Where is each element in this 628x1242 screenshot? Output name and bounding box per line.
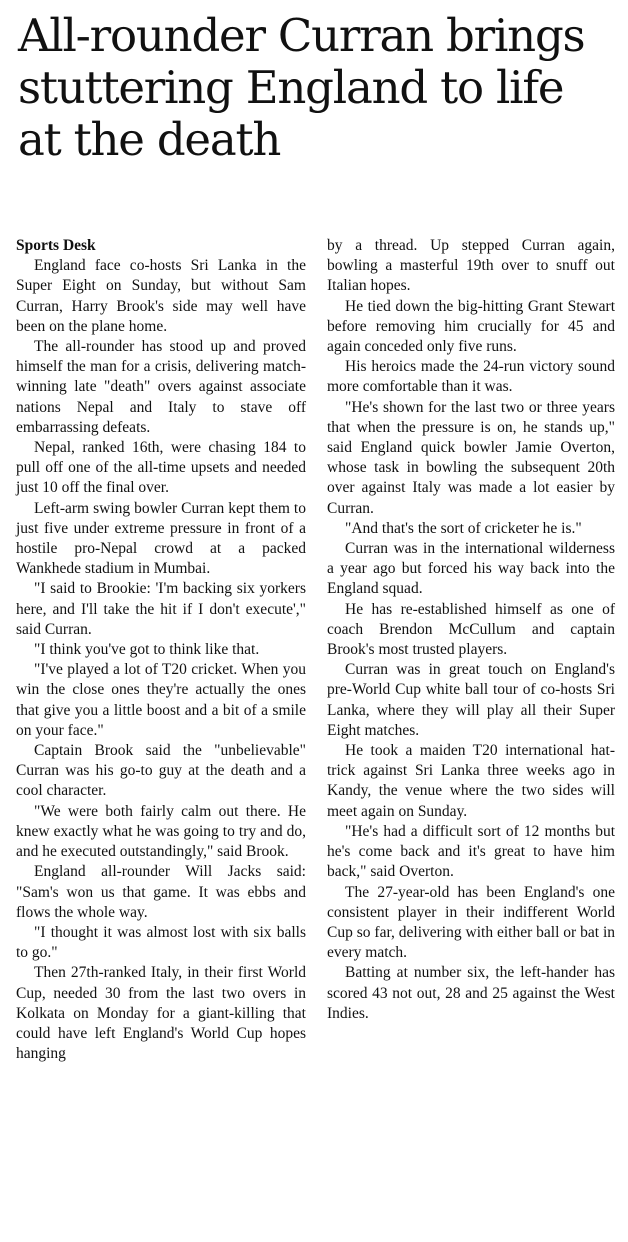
article-paragraph: "I think you've got to think like that. (34, 641, 260, 659)
article-paragraph: Nepal, ranked 16th, were chasing 184 to pull off one of the all-time upsets and needed just 10 off the final over. (16, 439, 306, 497)
article-paragraph: "We were both fairly calm out there. He knew exactly what he was going to try and do, and he executed outstandingly," said Brook. (16, 802, 306, 861)
article-paragraph: "He's had a difficult sort of 12 months but he's come back and it's great to have him back," said Overton. (327, 822, 615, 881)
article-paragraph: Then 27th-ranked Italy, in their first World Cup, needed 30 from the last two overs in Kolkata on Monday for a giant-killing that could have left England's World Cup hopes hanging (16, 964, 306, 1063)
article-paragraph: "I thought it was almost lost with six balls to go." (16, 923, 306, 962)
article-paragraph: Captain Brook said the "unbelievable" Curran was his go-to guy at the death and a cool character. (16, 742, 306, 800)
article-paragraph-continued: by a thread. Up stepped Curran again, bowling a masterful 19th over to snuff out Italian hopes. (327, 237, 615, 295)
article-paragraph: He tied down the big-hitting Grant Stewart before removing him crucially for 45 and again conceded only five runs. (327, 297, 615, 356)
article-column-left (16, 236, 306, 1064)
article-paragraph: England face co-hosts Sri Lanka in the Super Eight on Sunday, but without Sam Curran, Harry Brook's side may well have been on the plane home. (16, 257, 306, 335)
article-paragraph: England all-rounder Will Jacks said: "Sam's won us that game. It was ebbs and flows the whole way. (16, 863, 306, 921)
article-paragraph: His heroics made the 24-run victory sound more comfortable than it was. (327, 358, 615, 396)
article-headline: All-rounder Curran brings stuttering England to life at the death (18, 9, 585, 166)
article-paragraph: Curran was in great touch on England's pre-World Cup white ball tour of co-hosts Sri Lanka, where they will play all their Super Eight matches. (327, 661, 615, 739)
article-paragraph: He took a maiden T20 international hat-trick against Sri Lanka three weeks ago in Kandy, the venue where the two sides will meet again on Sunday. (327, 742, 615, 820)
article-column-right (327, 236, 615, 1024)
article-paragraph: Curran was in the international wilderness a year ago but forced his way back into the England squad. (327, 540, 615, 598)
article-paragraph: "I've played a lot of T20 cricket. When you win the close ones they're actually the ones that give you a little boost and a bit of a smile on your face." (16, 661, 306, 739)
article-paragraph: The all-rounder has stood up and proved himself the man for a crisis, delivering match-winning late "death" overs against associate nations Nepal and Italy to stave off embarrassing defeats. (16, 338, 306, 436)
article-paragraph: Batting at number six, the left-hander has scored 43 not out, 28 and 25 against the West Indies. (327, 964, 615, 1022)
article-paragraph: He has re-established himself as one of coach Brendon McCullum and captain Brook's most trusted players. (327, 600, 615, 659)
article-paragraph: "I said to Brookie: 'I'm backing six yorkers here, and I'll take the hit if I don't execute'," said Curran. (16, 580, 306, 638)
article-byline: Sports Desk (16, 237, 96, 254)
article-paragraph: "He's shown for the last two or three years that when the pressure is on, he stands up," said England quick bowler Jamie Overton, whose task in bowling the subsequent 20th over against Italy was made a lot easier by Curran. (327, 398, 615, 517)
article-paragraph: Left-arm swing bowler Curran kept them to just five under extreme pressure in front of a hostile pro-Nepal crowd at a packed Wankhede stadium in Mumbai. (16, 499, 306, 578)
article-paragraph: "And that's the sort of cricketer he is." (345, 519, 582, 537)
article-paragraph: The 27-year-old has been England's one consistent player in their indifferent World Cup so far, delivering with either ball or bat in every match. (327, 883, 615, 962)
